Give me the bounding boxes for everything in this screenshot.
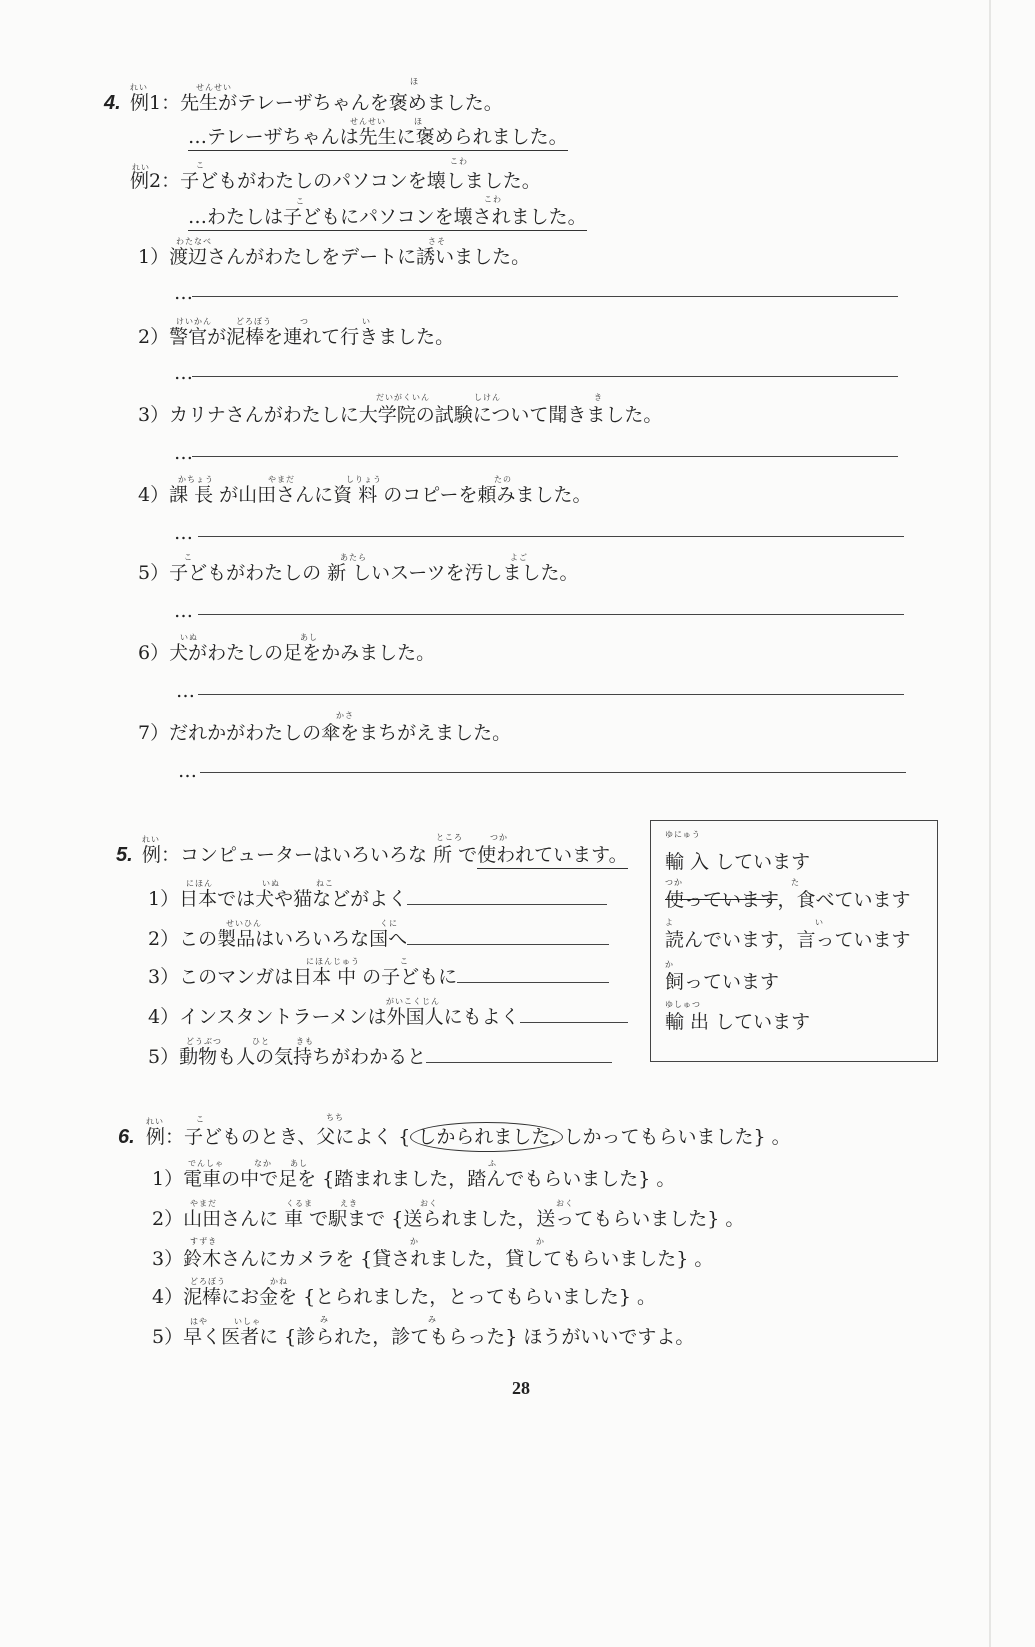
answer-blank-4-3[interactable] [192,456,898,457]
example-6-circled-answer: しかられました, [410,1122,563,1152]
section-6-number: 6. [118,1126,135,1148]
answer-blank-5-2[interactable] [407,944,609,945]
section-4-number: 4. [104,92,121,114]
section-5-number: 5. [116,844,133,866]
question-5-2: 2）この製品はいろいろな国へ [148,928,609,950]
answer-blank-4-4[interactable] [198,536,904,537]
question-4-2: 2）警官が泥棒を連れて行きました。 [138,326,455,348]
example-1-text: 先生がテレーザちゃんを褒めました。 [180,92,503,114]
answer-blank-4-6[interactable] [198,694,904,695]
answer-blank-5-5[interactable] [426,1062,612,1063]
example-5-answer: 使われています。 [477,844,627,869]
example-2 [130,170,541,192]
choice-4: 飼っています [665,971,780,993]
answer-blank-4-2[interactable] [192,376,898,377]
question-5-5: 5）動物も人の気持ちがわかると [148,1046,612,1068]
answer-blank-5-1[interactable] [407,904,607,905]
choice-2: 使っています，食べています [665,889,911,911]
example-1-answer: …テレーザちゃんは先生に褒められました。 [188,126,568,151]
example-2-answer: …わたしは子どもにパソコンを壊されました。 [188,206,587,231]
example-2-text: 子どもがわたしのパソコンを壊しました。 [180,170,541,192]
question-6-3: 3）鈴木さんにカメラを {貸されました，貸してもらいました} 。 [152,1248,714,1270]
answer-blank-4-5[interactable] [198,614,904,615]
question-5-1: 1）日本では犬や猫などがよく [148,888,607,910]
question-5-3: 3）このマンガは日本 中 の子どもに [148,966,609,988]
answer-blank-5-3[interactable] [457,982,609,983]
example-2-label: 例2： [130,170,181,192]
page-number: 28 [512,1378,530,1398]
answer-blank-5-4[interactable] [520,1022,628,1023]
answer-blank-4-1[interactable] [192,296,898,297]
example-6: 例：子どものとき、父によく { しかられました, しかってもらいました} 。 [146,1126,791,1148]
choices-box: ゆにゅう 輸 入 しています つか た 使っています，食べています よ い 読んでいます，言っています か 飼っています ゆしゅつ 輸 出 しています [650,820,938,1062]
example-1-label: 例1： [130,92,181,114]
question-4-7: 7）だれかがわたしの傘をまちがえました。 [138,722,512,744]
example-5: 例：コンピューターはいろいろな 所 で使われています。 [142,844,628,866]
question-4-5: 5）子どもがわたしの 新 しいスーツを汚しました。 [138,562,579,584]
example-1 [130,92,503,114]
choice-2-struck: 使っています [665,889,778,911]
question-4-3: 3）カリナさんがわたしに大学院の試験について聞きました。 [138,404,663,426]
question-4-4: 4）課 長 が山田さんに資 料 のコピーを頼みました。 [138,484,592,506]
choice-3: 読んでいます，言っています [665,929,911,951]
page-edge [989,0,991,1647]
question-4-6: 6）犬がわたしの足をかみました。 [138,642,436,664]
question-6-2: 2）山田さんに 車 で駅まで {送られました，送ってもらいました} 。 [152,1208,745,1230]
choice-5: 輸 出 しています [665,1011,811,1033]
question-6-4: 4）泥棒にお金を {とられました，とってもらいました} 。 [152,1286,656,1308]
question-4-1: 1）渡辺さんがわたしをデートに誘いました。 [138,246,531,268]
answer-blank-4-7[interactable] [200,772,906,773]
question-6-5: 5）早く医者に {診られた，診てもらった} ほうがいいですよ。 [152,1326,695,1348]
question-6-1: 1）電車の中で足を {踏まれました，踏んでもらいました} 。 [152,1168,676,1190]
question-5-4: 4）インスタントラーメンは外国人にもよく [148,1006,628,1028]
choice-1: 輸 入 しています [665,851,811,873]
